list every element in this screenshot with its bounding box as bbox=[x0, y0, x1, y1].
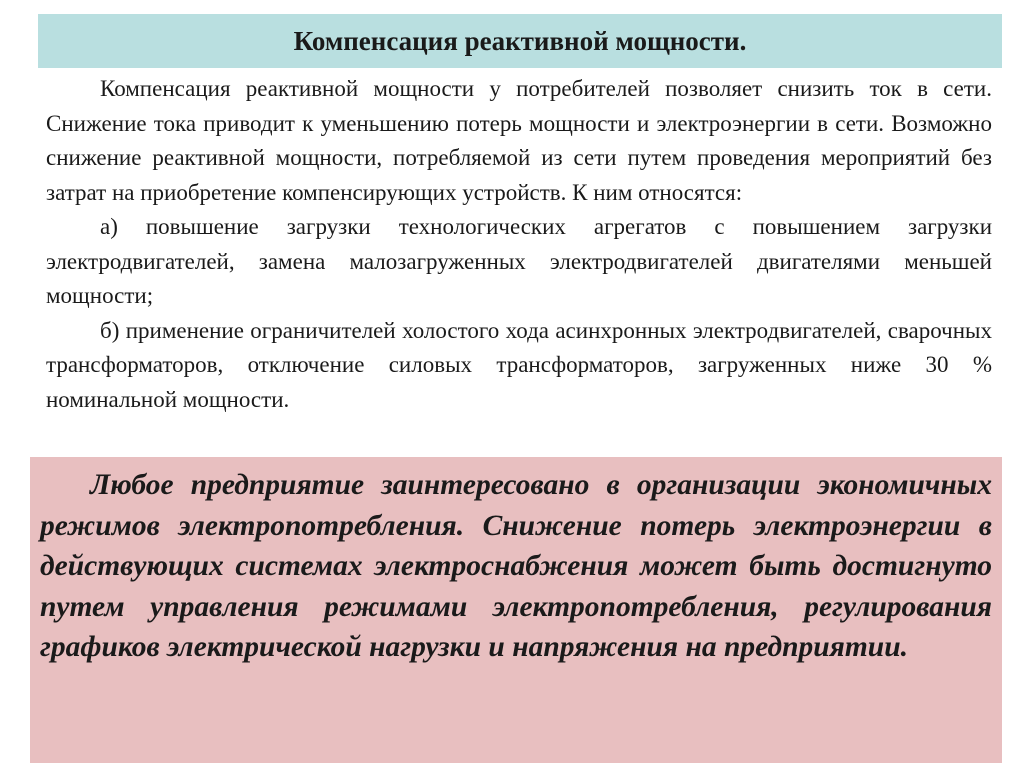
highlight-box bbox=[30, 457, 1002, 763]
list-item-b: б) применение ограничителей холостого хода асинхронных электродвигателей, сварочных трансформаторов, отключение силовых трансформаторов, загруженных ниже 30 % номинальной мощности. bbox=[46, 317, 992, 412]
slide-title: Компенсация реактивной мощности. bbox=[293, 25, 747, 56]
highlight-text: Любое предприятие заинтересовано в организации экономичных режимов электропотребления. Снижение потерь электроэнергии в действующих системах электроснабжения может быть достигнуто путем управления режимами электропотребления, регулирования графиков электрической нагрузки и напряжения на предприятии. bbox=[40, 469, 992, 663]
list-item-a: а) повышение загрузки технологических агрегатов с повышением загрузки электродвигателей, замена малозагруженных электродвигателей двигателями меньшей мощности; bbox=[46, 214, 992, 308]
body-text bbox=[46, 72, 992, 417]
title-bar bbox=[38, 14, 1002, 68]
intro-paragraph: Компенсация реактивной мощности у потребителей позволяет снизить ток в сети. Снижение тока приводит к уменьшению потерь мощности и электроэнергии в сети. Возможно снижение реактивной мощности, потребляемой из сети путем проведения мероприятий без затрат на приобретение компенсирующих устройств. К ним относятся: bbox=[46, 76, 992, 205]
